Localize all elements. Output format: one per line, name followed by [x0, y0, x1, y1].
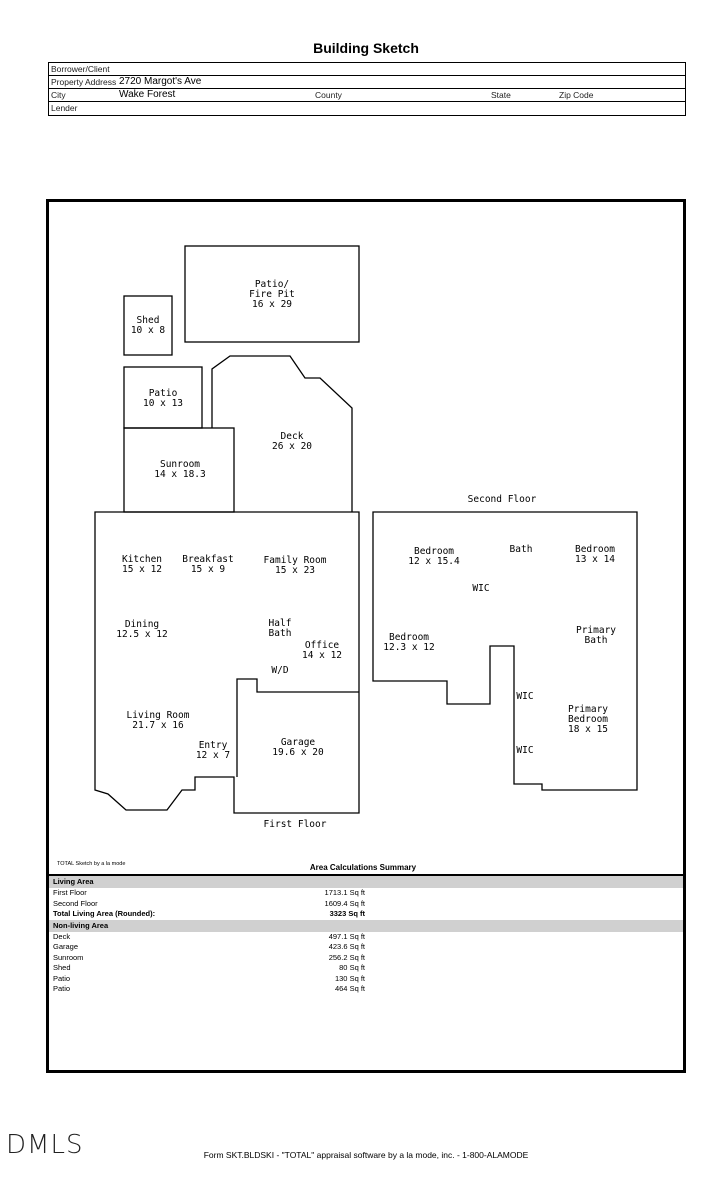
county-label: County	[315, 90, 342, 100]
borrower-label: Borrower/Client	[51, 64, 110, 74]
room-label-primary-bath	[576, 625, 616, 646]
calc-row-name: Patio	[53, 984, 71, 993]
room-label-line: Bath	[268, 628, 292, 639]
form-footer: Form SKT.BLDSKI - "TOTAL" appraisal software by a la mode, inc. - 1-800-ALAMODE	[203, 1150, 529, 1160]
city-label: City	[51, 90, 66, 100]
first-floor-label: First Floor	[263, 819, 327, 830]
room-label-line: Deck	[280, 431, 304, 442]
room-label-line: 26 x 20	[271, 441, 313, 452]
room-label-living-room	[127, 710, 190, 731]
calc-row	[49, 974, 683, 985]
room-label-line: 12 x 15.4	[408, 556, 460, 567]
room-label-entry	[196, 740, 230, 761]
calc-row	[49, 899, 683, 910]
garage-divider	[237, 679, 359, 777]
room-label-dining	[116, 619, 167, 640]
room-label-line: 15 x 12	[121, 564, 163, 575]
room-label-line: Garage	[280, 737, 316, 748]
room-label-line: WIC	[516, 691, 534, 702]
calc-row	[49, 932, 683, 943]
room-label-line: 16 x 29	[251, 299, 293, 310]
room-label-line: Bedroom	[567, 714, 609, 725]
room-label-bedroom-3	[383, 632, 434, 653]
room-label-line: 14 x 18.3	[154, 469, 206, 480]
room-label-line: Primary	[575, 625, 617, 636]
calc-row-value: 423.6 Sq ft	[328, 942, 365, 951]
calc-row	[49, 984, 683, 995]
room-label-line: Office	[304, 640, 340, 651]
room-label-breakfast	[182, 554, 233, 575]
room-label-line: 19.6 x 20	[272, 747, 324, 758]
room-label-wic-2	[516, 691, 533, 702]
room-label-line: WIC	[516, 745, 534, 756]
room-label-line: 14 x 12	[301, 650, 343, 661]
room-label-wic-3	[516, 745, 533, 756]
room-label-wd	[271, 665, 288, 676]
city-value: Wake Forest	[119, 89, 176, 100]
calc-row-value: 464 Sq ft	[334, 984, 365, 993]
address-label: Property Address	[51, 77, 117, 87]
state-label: State	[491, 90, 511, 100]
room-label-line: Half	[268, 618, 292, 629]
calc-row-value: 256.2 Sq ft	[328, 952, 365, 962]
room-label-line: Family Room	[263, 555, 327, 566]
room-label-line: 21.7 x 16	[132, 720, 184, 731]
total-living-value: 3323 Sq ft	[329, 909, 365, 918]
room-label-bedroom-2	[575, 544, 615, 565]
room-label-line: Patio	[148, 388, 178, 399]
room-label-deck	[272, 431, 312, 452]
room-label-line: 10 x 8	[130, 325, 166, 336]
room-label-line: 10 x 13	[142, 398, 184, 409]
room-label-line: Shed	[136, 315, 160, 326]
area-calculations	[49, 874, 683, 995]
room-label-line: Patio/	[254, 279, 290, 290]
page-title: Building Sketch	[313, 40, 419, 56]
room-label-half-bath	[269, 618, 292, 639]
room-label-line: WIC	[472, 583, 490, 594]
room-label-line: 13 x 14	[574, 554, 616, 565]
room-label-line: 15 x 9	[190, 564, 226, 575]
calc-title: Area Calculations Summary	[309, 863, 417, 872]
address-value: 2720 Margot's Ave	[119, 76, 202, 87]
room-label-line: Kitchen	[121, 554, 163, 565]
room-label-line: Living Room	[126, 710, 190, 721]
dmls-logo: DMLS	[6, 1130, 84, 1160]
room-label-line: Sunroom	[159, 459, 201, 470]
room-label-line: Fire Pit	[249, 289, 295, 300]
calc-row-value: 497.1 Sq ft	[328, 931, 365, 941]
calc-row-name: Deck	[53, 931, 71, 941]
room-label-sunroom	[154, 459, 205, 480]
room-label-line: 15 x 23	[274, 565, 316, 576]
calc-row	[49, 953, 683, 964]
room-label-garage	[272, 737, 324, 758]
nonliving-area-header: Non-living Area	[49, 920, 683, 932]
zip-label: Zip Code	[559, 90, 594, 100]
room-label-line: 12.3 x 12	[383, 642, 435, 653]
room-label-line: W/D	[271, 665, 289, 676]
room-label-shed	[131, 315, 166, 336]
living-area-header: Living Area	[49, 874, 683, 888]
room-label-line: Bath	[509, 544, 533, 555]
room-label-line: Breakfast	[182, 554, 234, 565]
calc-row-name: First Floor	[53, 888, 87, 897]
calc-row-name: Shed	[53, 963, 71, 972]
room-label-line: Bedroom	[388, 632, 430, 643]
room-label-line: Bath	[584, 635, 608, 646]
calc-row-value: 80 Sq ft	[339, 963, 365, 972]
calc-row	[49, 942, 683, 953]
calc-row-value: 130 Sq ft	[334, 973, 365, 983]
room-label-bedroom-1	[408, 546, 460, 567]
calc-row	[49, 888, 683, 899]
room-label-patio-fire-pit	[249, 279, 295, 310]
sketch-credit: TOTAL Sketch by a la mode	[57, 861, 126, 867]
room-label-line: 12 x 7	[195, 750, 231, 761]
room-label-line: 12.5 x 12	[116, 629, 168, 640]
calc-row-value: 1713.1 Sq ft	[324, 888, 365, 897]
calc-row	[49, 963, 683, 974]
room-label-line: Dining	[124, 619, 160, 630]
room-label-office	[302, 640, 342, 661]
calc-row-value: 1609.4 Sq ft	[324, 898, 365, 908]
room-label-line: 18 x 15	[567, 724, 609, 735]
room-label-line: Primary	[567, 704, 609, 715]
calc-row-name: Second Floor	[53, 898, 98, 908]
room-label-line: Entry	[198, 740, 228, 751]
room-label-primary-bedroom	[568, 704, 608, 735]
total-living-name: Total Living Area (Rounded):	[53, 909, 156, 918]
lender-label: Lender	[51, 103, 78, 113]
calc-row-name: Sunroom	[53, 952, 84, 962]
room-label-kitchen	[122, 554, 162, 575]
calc-row-name: Garage	[53, 942, 79, 951]
room-label-line: Bedroom	[413, 546, 455, 557]
room-label-line: Bedroom	[574, 544, 616, 555]
room-label-bath	[510, 544, 533, 555]
room-label-patio	[143, 388, 183, 409]
room-label-wic-1	[472, 583, 489, 594]
total-living-row	[49, 909, 683, 920]
second-floor-label: Second Floor	[467, 494, 537, 505]
calc-row-name: Patio	[53, 973, 71, 983]
room-label-family-room	[264, 555, 327, 576]
